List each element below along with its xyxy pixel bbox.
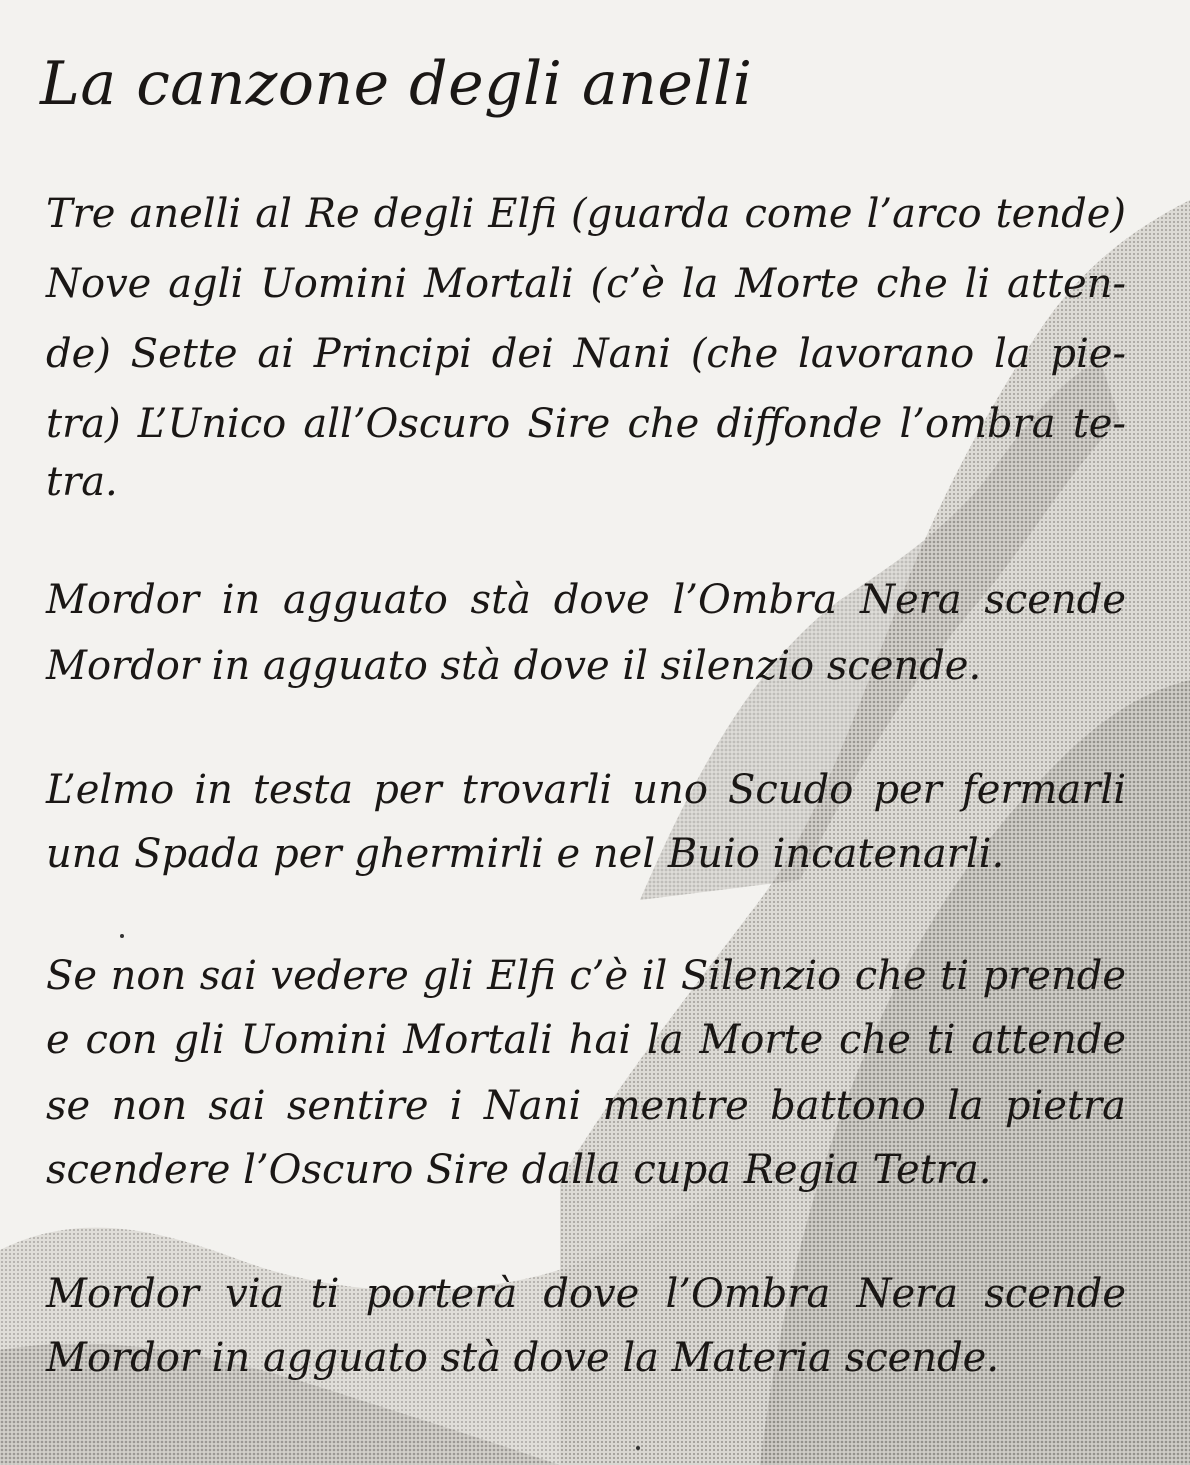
verse-line: Mordor in agguato stà dove la Materia scende. [46, 1335, 1000, 1381]
verse-line: L’elmo in testa per trovarli uno Scudo per fermarli [46, 767, 1126, 813]
verse-line: Se non sai vedere gli Elfi c’è il Silenzio che ti prende [46, 953, 1126, 999]
print-speck [636, 1446, 640, 1450]
verse-line: Mordor via ti porterà dove l’Ombra Nera scende [46, 1271, 1126, 1317]
verse-line: Mordor in agguato stà dove l’Ombra Nera scende [46, 577, 1126, 623]
verse-line: Tre anelli al Re degli Elfi (guarda come l’arco tende) [46, 191, 1126, 237]
verse-line: Mordor in agguato stà dove il silenzio scende. [46, 643, 982, 689]
verse-line: tra) L’Unico all’Oscuro Sire che diffonde l’ombra te- [46, 401, 1126, 447]
page-title: La canzone degli anelli [40, 49, 753, 119]
verse-line: Nove agli Uomini Mortali (c’è la Morte che li atten- [46, 261, 1126, 307]
verse-line: se non sai sentire i Nani mentre battono la pietra [46, 1083, 1126, 1129]
verse-line: scendere l’Oscuro Sire dalla cupa Regia Tetra. [46, 1147, 992, 1193]
verse-line: tra. [46, 459, 118, 505]
print-speck [120, 934, 124, 938]
verse-line: una Spada per ghermirli e nel Buio incatenarli. [46, 831, 1005, 877]
verse-line: de) Sette ai Principi dei Nani (che lavorano la pie- [46, 331, 1126, 377]
verse-line: e con gli Uomini Mortali hai la Morte che ti attende [46, 1017, 1126, 1063]
